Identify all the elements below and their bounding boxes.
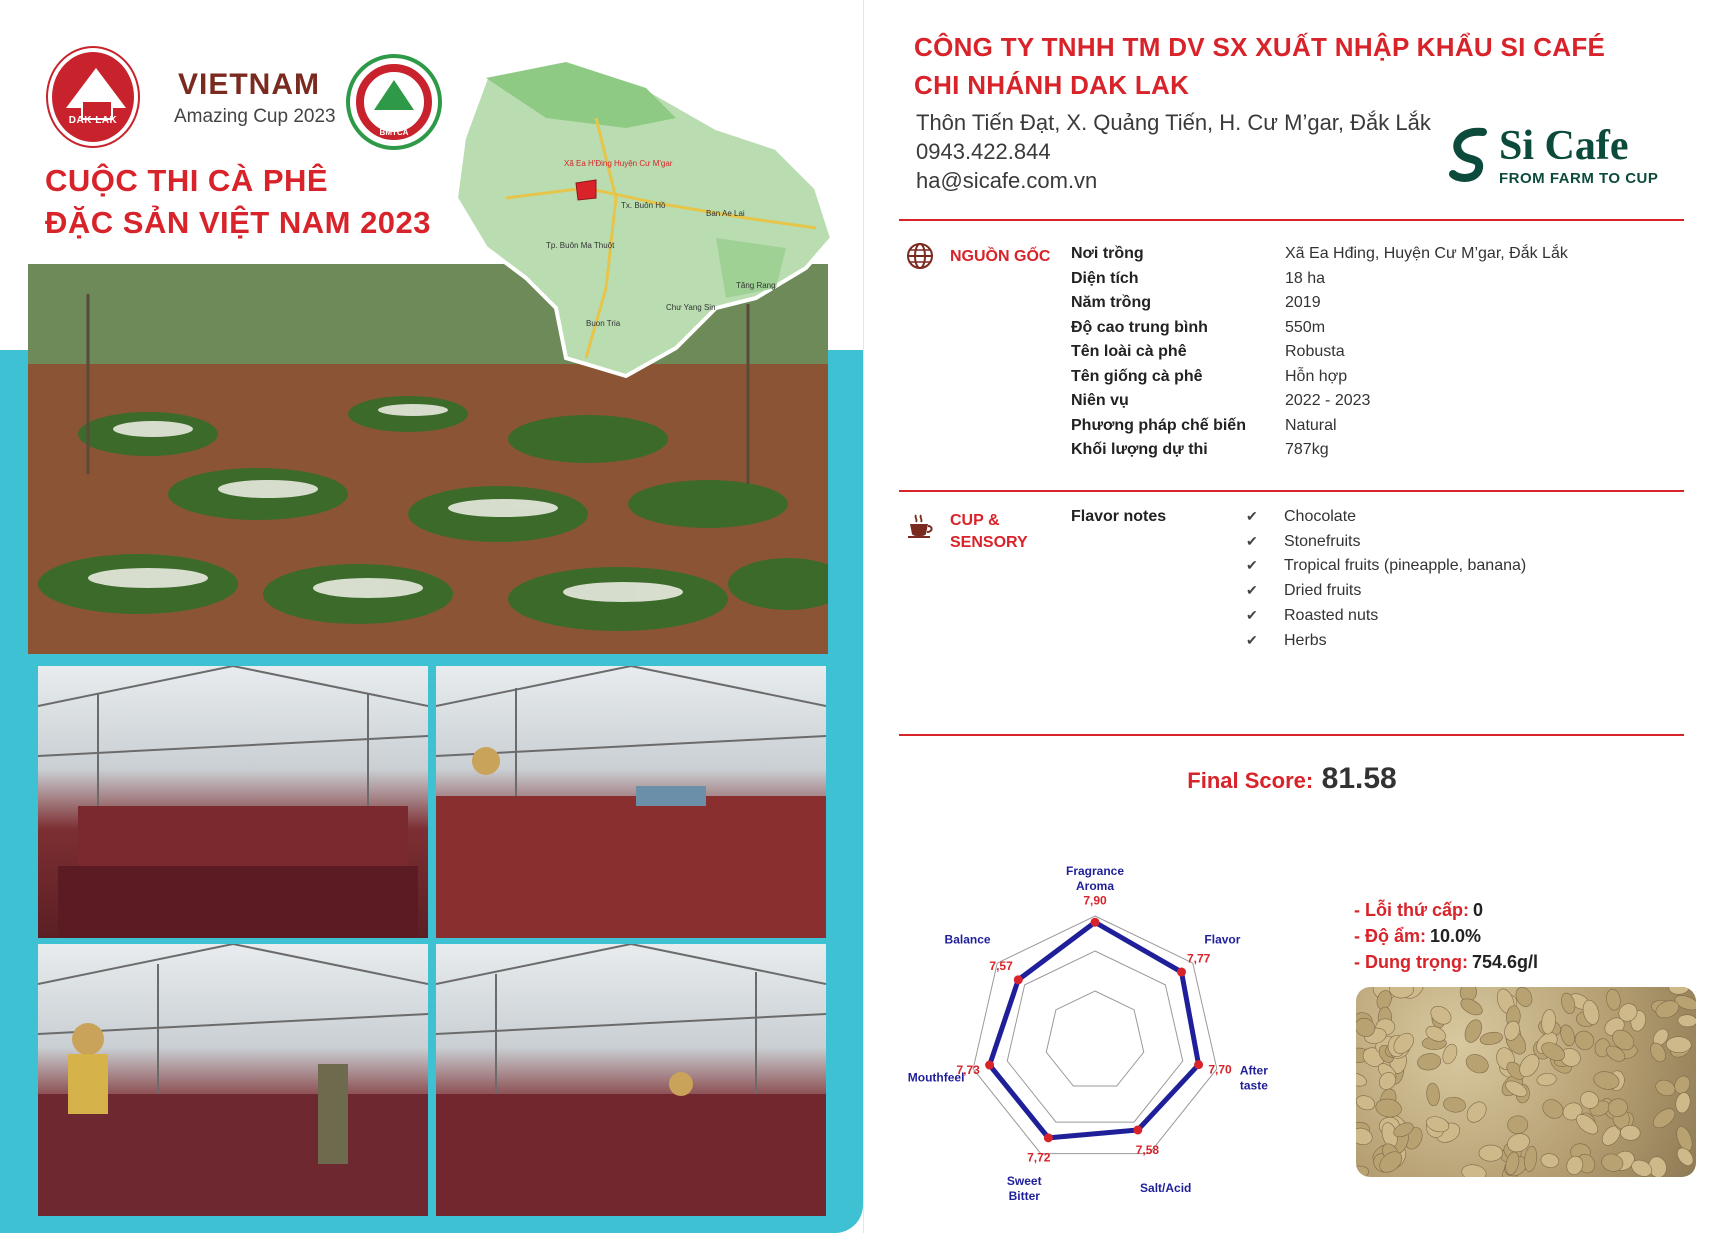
location-map bbox=[446, 58, 836, 380]
company-email: ha@sicafe.com.vn bbox=[916, 168, 1098, 193]
quality-stat bbox=[1354, 926, 1481, 947]
contest-title-line2: ĐẶC SẢN VIỆT NAM 2023 bbox=[45, 205, 432, 240]
origin-row-value: 550m bbox=[1285, 318, 1326, 336]
contest-title-line1: CUỘC THI CÀ PHÊ bbox=[45, 163, 329, 198]
sicafe-logo bbox=[1439, 118, 1679, 198]
divider bbox=[899, 490, 1684, 492]
radar-axis-label: Flavor bbox=[1204, 932, 1241, 947]
radar-point bbox=[1194, 1060, 1203, 1069]
checkmark-icon: ✔ bbox=[1246, 582, 1258, 599]
greenhouse-photo-3 bbox=[38, 944, 428, 1216]
origin-row bbox=[1071, 392, 1631, 416]
final-score bbox=[864, 762, 1719, 796]
brand-amazing-cup: Amazing Cup 2023 bbox=[174, 106, 336, 127]
radar-axis-label: Salt/Acid bbox=[1140, 1180, 1192, 1195]
flavor-item bbox=[1246, 557, 1527, 575]
quality-stat-label: - Dung trọng: bbox=[1354, 952, 1468, 972]
bmtca-logo-text: BMTCA bbox=[379, 128, 409, 137]
radar-value-label: 7,73 bbox=[956, 1062, 980, 1077]
checkmark-icon: ✔ bbox=[1246, 606, 1258, 623]
origin-row-value: 787kg bbox=[1285, 441, 1329, 458]
cup-section-label-2: SENSORY bbox=[950, 534, 1028, 551]
sensory-radar-chart bbox=[904, 860, 1284, 1200]
quality-stat-value: 754.6g/l bbox=[1471, 952, 1539, 972]
radar-grid-ring bbox=[973, 916, 1217, 1154]
flavor-notes-title: Flavor notes bbox=[1071, 508, 1167, 525]
origin-row-value: 2022 - 2023 bbox=[1285, 392, 1371, 409]
origin-row bbox=[1071, 417, 1631, 441]
origin-row-key: Niên vụ bbox=[1071, 392, 1129, 409]
radar-axis-label: Fragrance Aroma bbox=[1065, 864, 1125, 893]
final-score-value: 81.58 bbox=[1321, 762, 1397, 795]
divider bbox=[899, 219, 1684, 221]
map-label-chuyangsin: Chư Yang Sin bbox=[666, 303, 716, 312]
flavor-item-label: Dried fruits bbox=[1284, 582, 1362, 600]
map-label-bmt: Tp. Buôn Ma Thuột bbox=[546, 241, 615, 250]
origin-row-key: Khối lượng dự thi bbox=[1071, 441, 1208, 458]
radar-grid-ring bbox=[1007, 951, 1182, 1122]
globe-icon bbox=[906, 242, 934, 270]
checkmark-icon: ✔ bbox=[1246, 631, 1258, 648]
final-score-label: Final Score: bbox=[1187, 768, 1314, 793]
flavor-item bbox=[1246, 508, 1357, 526]
checkmark-icon: ✔ bbox=[1246, 508, 1258, 524]
origin-row-value: Hỗn hợp bbox=[1285, 367, 1348, 385]
origin-row bbox=[1071, 319, 1631, 343]
flavor-item bbox=[1246, 582, 1362, 600]
radar-value-label: 7,57 bbox=[989, 959, 1013, 974]
quality-stat-label: - Lỗi thứ cấp: bbox=[1354, 900, 1470, 920]
flavor-item bbox=[1246, 606, 1379, 625]
map-label-buontria: Buon Tria bbox=[586, 319, 621, 328]
flavor-item-label: Stonefruits bbox=[1284, 532, 1361, 550]
right-page bbox=[863, 0, 1719, 1233]
company-address: Thôn Tiến Đạt, X. Quảng Tiến, H. Cư M’gar, Đắk Lắk bbox=[916, 110, 1431, 135]
flavor-item bbox=[1246, 631, 1327, 650]
coffee-cup-icon bbox=[906, 512, 934, 540]
origin-row-value: 2019 bbox=[1285, 294, 1321, 311]
origin-row bbox=[1071, 270, 1631, 294]
flavor-item-label: Tropical fruits (pineapple, banana) bbox=[1284, 557, 1527, 575]
radar-value-label: 7,58 bbox=[1135, 1142, 1160, 1157]
radar-point bbox=[1133, 1125, 1142, 1134]
company-phone: 0943.422.844 bbox=[916, 139, 1051, 164]
radar-value-label: 7,72 bbox=[1027, 1150, 1051, 1165]
greenhouse-photo-1 bbox=[38, 666, 428, 938]
origin-row-key: Độ cao trung bình bbox=[1071, 318, 1208, 336]
origin-row-key: Tên giống cà phê bbox=[1071, 367, 1203, 385]
origin-row bbox=[1071, 294, 1631, 318]
greenhouse-photo-2 bbox=[436, 666, 826, 938]
origin-row bbox=[1071, 441, 1631, 465]
quality-stat bbox=[1354, 952, 1538, 973]
sicafe-logo-name: Si Cafe bbox=[1499, 123, 1629, 169]
origin-row-key: Diện tích bbox=[1071, 269, 1139, 287]
origin-row bbox=[1071, 245, 1631, 269]
daklak-logo bbox=[48, 48, 138, 146]
radar-point bbox=[1177, 968, 1186, 977]
cup-section-label-1: CUP & bbox=[950, 512, 1000, 529]
radar-point bbox=[1014, 975, 1023, 984]
origin-section-label: NGUỒN GỐC bbox=[950, 248, 1051, 265]
radar-value-label: 7,70 bbox=[1208, 1062, 1232, 1077]
flavor-item-label: Roasted nuts bbox=[1284, 606, 1379, 624]
quality-stat-value: 10.0% bbox=[1430, 926, 1482, 946]
origin-row-key: Phương pháp chế biến bbox=[1071, 416, 1246, 434]
radar-grid-ring bbox=[1046, 991, 1143, 1086]
flavor-item bbox=[1246, 532, 1361, 551]
divider bbox=[899, 734, 1684, 736]
quality-stat-value: 0 bbox=[1473, 900, 1484, 920]
checkmark-icon: ✔ bbox=[1246, 557, 1258, 574]
origin-row-value: 18 ha bbox=[1285, 269, 1326, 287]
radar-point bbox=[985, 1061, 994, 1070]
sicafe-logo-tagline: FROM FARM TO CUP bbox=[1499, 170, 1659, 187]
radar-point bbox=[1091, 918, 1100, 927]
origin-row-key: Nơi trồng bbox=[1071, 245, 1144, 262]
company-branch: CHI NHÁNH DAK LAK bbox=[914, 70, 1190, 100]
radar-axis-label: Sweet Bitter bbox=[1006, 1173, 1042, 1200]
radar-value-label: 7,77 bbox=[1187, 951, 1211, 966]
radar-series-line bbox=[990, 922, 1199, 1138]
origin-row bbox=[1071, 343, 1631, 367]
origin-row-key: Tên loài cà phê bbox=[1071, 343, 1187, 360]
map-label-buonho: Tx. Buôn Hồ bbox=[621, 201, 666, 210]
quality-stat-label: - Độ ẩm: bbox=[1354, 926, 1426, 946]
map-label-tangrang: Tăng Rang bbox=[736, 281, 776, 290]
checkmark-icon: ✔ bbox=[1246, 532, 1258, 549]
company-name: CÔNG TY TNHH TM DV SX XUẤT NHẬP KHẨU SI CAFÉ bbox=[914, 32, 1606, 62]
origin-row-value: Xã Ea Hđing, Huyện Cư M’gar, Đắk Lắk bbox=[1285, 245, 1568, 262]
daklak-logo-text: DAK LAK bbox=[68, 115, 118, 126]
radar-axis-label: Balance bbox=[944, 932, 991, 947]
origin-row-value: Natural bbox=[1285, 416, 1337, 434]
origin-row bbox=[1071, 368, 1631, 392]
radar-value-label: 7,90 bbox=[1083, 893, 1107, 908]
greenhouse-photo-4 bbox=[436, 944, 826, 1216]
flavor-item-label: Chocolate bbox=[1284, 508, 1357, 525]
radar-axis-label: After taste bbox=[1239, 1063, 1268, 1093]
origin-row-value: Robusta bbox=[1285, 343, 1345, 360]
sicafe-mark-icon bbox=[1445, 126, 1493, 188]
green-beans-photo bbox=[1356, 987, 1696, 1177]
origin-row-key: Năm trồng bbox=[1071, 294, 1151, 311]
radar-point bbox=[1044, 1133, 1053, 1142]
flavor-item-label: Herbs bbox=[1284, 631, 1327, 649]
map-label-banaelai: Ban Ae Lai bbox=[706, 209, 745, 218]
radar-axis-label: Mouthfeel bbox=[907, 1070, 965, 1085]
bmtca-logo bbox=[346, 54, 442, 150]
quality-stat bbox=[1354, 900, 1483, 921]
map-label-commune: Xã Ea H'Đing Huyện Cư M'gar bbox=[564, 159, 673, 168]
brand-vietnam: VIETNAM bbox=[178, 68, 320, 101]
